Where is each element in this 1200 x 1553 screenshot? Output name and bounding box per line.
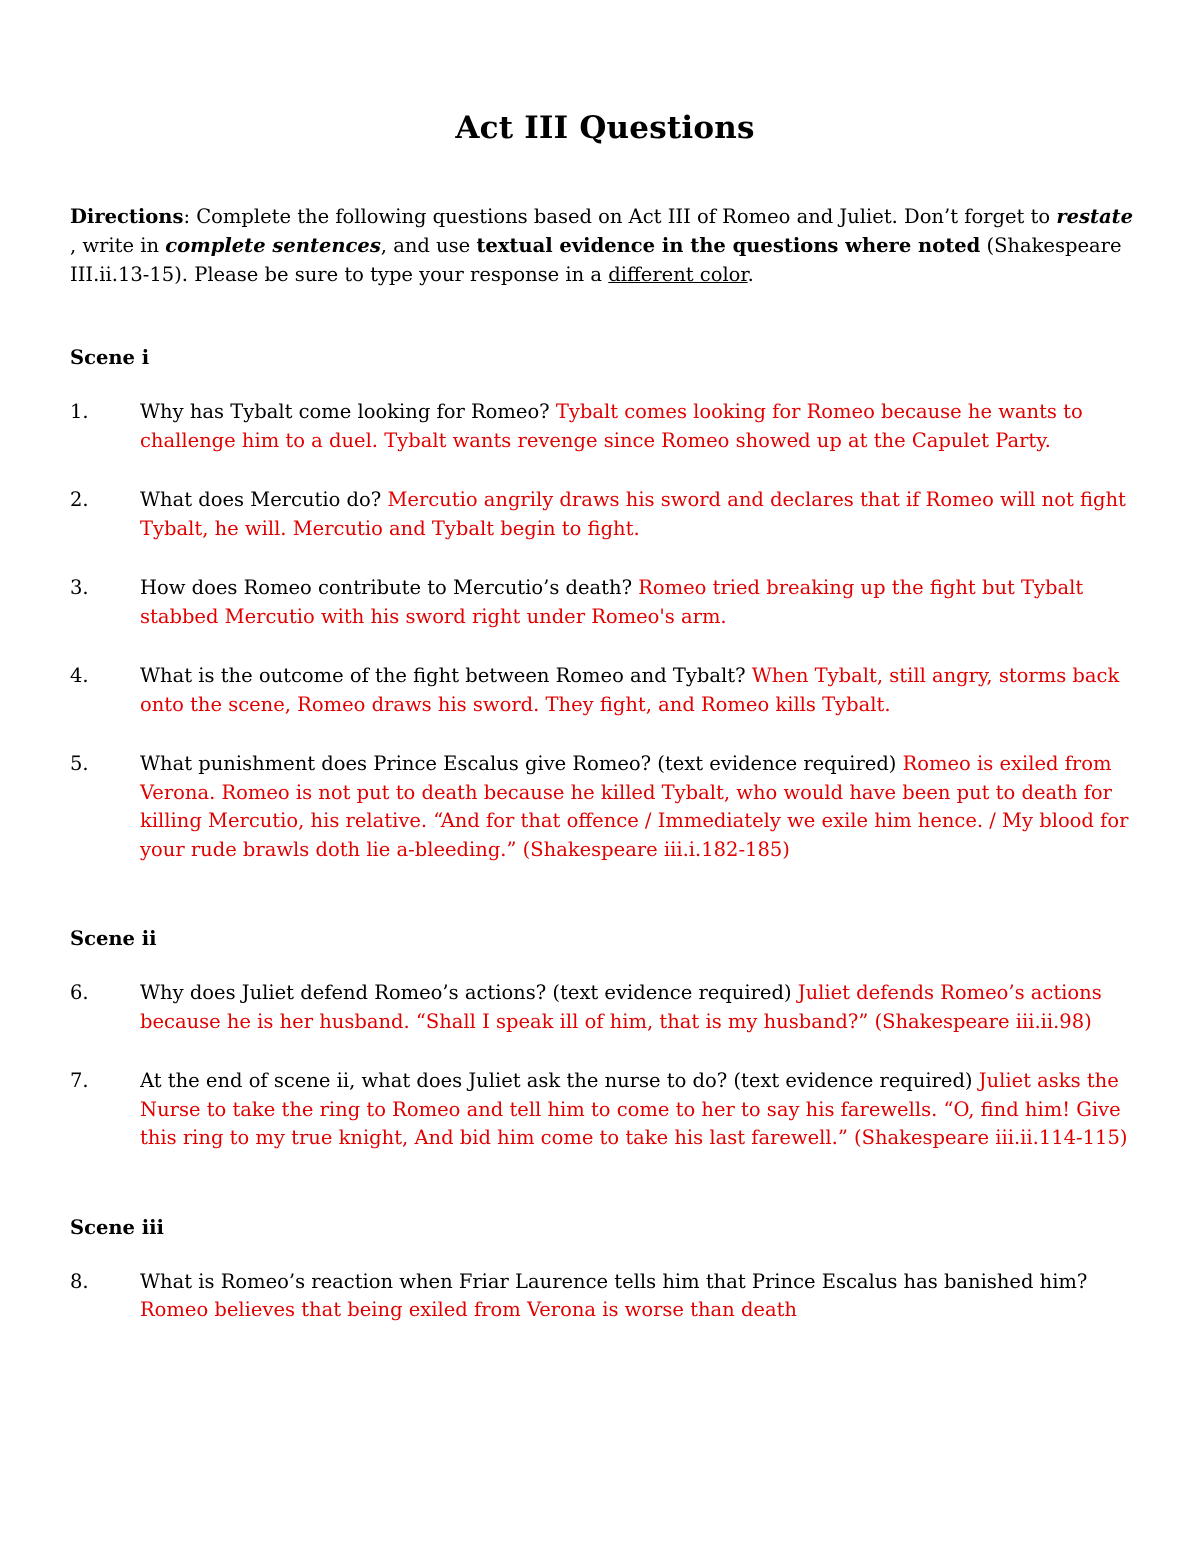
question-item <box>70 662 1140 719</box>
question-item <box>70 979 1140 1036</box>
question-body <box>140 1067 1140 1153</box>
question-body <box>140 662 1140 719</box>
question-number: 4. <box>70 664 89 687</box>
question-item <box>70 574 1140 631</box>
scene-spacer <box>70 895 1140 924</box>
answer-text: Tybalt comes looking for Romeo because he wants to challenge him to a duel. Tybalt wants revenge since Romeo showed up at the Capulet Party. <box>140 400 1083 452</box>
question-text: Why does Juliet defend Romeo’s actions? (text evidence required) <box>140 981 798 1004</box>
directions-text-2: , write in <box>70 234 166 257</box>
question-number: 2. <box>70 488 89 511</box>
question-body <box>140 979 1140 1036</box>
directions-paragraph <box>70 202 1140 289</box>
question-number: 5. <box>70 752 89 775</box>
question-body <box>140 574 1140 631</box>
question-body <box>140 486 1140 543</box>
question-item <box>70 1268 1140 1325</box>
answer-text: Romeo believes that being exiled from Verona is worse than death <box>140 1298 797 1321</box>
answer-text: Juliet defends Romeo’s actions because he is her husband. “Shall I speak ill of him, that is my husband?” (Shakespeare iii.ii.98) <box>140 981 1102 1033</box>
question-item <box>70 750 1140 864</box>
answer-text: When Tybalt, still angry, storms back onto the scene, Romeo draws his sword. They fight, and Romeo kills Tybalt. <box>140 664 1120 716</box>
answer-text: Mercutio angrily draws his sword and declares that if Romeo will not fight Tybalt, he will. Mercutio and Tybalt begin to fight. <box>140 488 1126 540</box>
question-text: Why has Tybalt come looking for Romeo? <box>140 400 556 423</box>
directions-textual-evidence: textual evidence in the questions where noted <box>476 234 981 257</box>
scene-heading: Scene ii <box>70 927 157 950</box>
directions-complete-sentences: complete sentences <box>165 234 381 257</box>
page-title: Act III Questions <box>455 110 755 146</box>
document-page <box>70 110 1140 1356</box>
answer-text: Juliet asks the Nurse to take the ring to Romeo and tell him to come to her to say his farewells. “O, find him! Give this ring to my true knight, And bid him come to take his last farewell.” (Shakespeare iii.ii.114-115) <box>140 1069 1128 1149</box>
question-text: What does Mercutio do? <box>140 488 388 511</box>
question-number: 6. <box>70 981 89 1004</box>
scene-heading: Scene iii <box>70 1215 164 1239</box>
question-text: What is Romeo’s reaction when Friar Laurence tells him that Prince Escalus has banished him? <box>140 1269 1088 1293</box>
question-number: 1. <box>70 400 89 423</box>
directions-text-1: : Complete the following questions based on Act III of Romeo and Juliet. Don’t forget to <box>183 205 1057 228</box>
question-text: What is the outcome of the fight between Romeo and Tybalt? <box>140 664 752 687</box>
scene-heading: Scene i <box>70 346 150 369</box>
directions-text-4: (Shakespeare III.ii.13-15). Please be sure to type your response in a <box>70 234 1122 286</box>
question-item <box>70 398 1140 455</box>
directions-text-3: , and use <box>380 234 477 257</box>
question-text: What punishment does Prince Escalus give Romeo? (text evidence required) <box>140 752 903 775</box>
question-number: 7. <box>70 1069 89 1092</box>
answer-text: Romeo is exiled from Verona. Romeo is not put to death because he killed Tybalt, who would have been put to death for killing Mercutio, his relative. “And for that offence / Immediately we exile him hence. / My blood for your rude brawls doth lie a-bleeding.” (Shakespeare iii.i.182-185) <box>140 752 1129 861</box>
directions-text-5: . <box>747 263 754 286</box>
question-item <box>70 1067 1140 1153</box>
question-item <box>70 486 1140 543</box>
question-text: How does Romeo contribute to Mercutio’s death? <box>140 576 639 599</box>
question-number: 8. <box>70 1269 89 1293</box>
directions-different-color: different color <box>608 263 748 286</box>
directions-restate: restate <box>1056 205 1134 228</box>
question-body <box>140 1268 1140 1325</box>
question-text: At the end of scene ii, what does Juliet ask the nurse to do? (text evidence required) <box>140 1069 979 1092</box>
answer-text: Romeo tried breaking up the fight but Tybalt stabbed Mercutio with his sword right under Romeo's arm. <box>140 576 1084 628</box>
question-number: 3. <box>70 576 89 599</box>
question-body <box>140 398 1140 455</box>
directions-label: Directions <box>70 205 184 228</box>
question-body <box>140 750 1140 864</box>
scene-spacer <box>70 1184 1140 1213</box>
